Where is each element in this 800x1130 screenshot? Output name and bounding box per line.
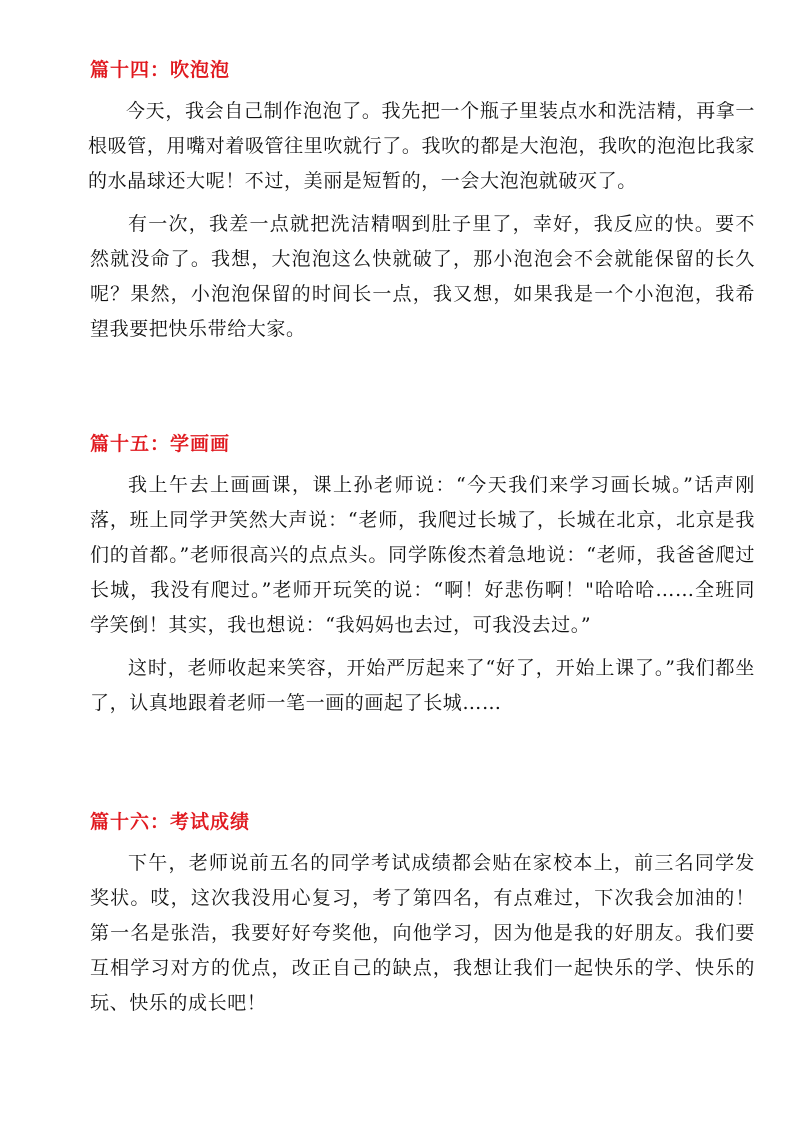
section-title: 篇十四：吹泡泡: [90, 59, 231, 81]
section-15: [90, 432, 755, 721]
paragraph: 今天，我会自己制作泡泡了。我先把一个瓶子里装点水和洗洁精，再拿一根吸管，用嘴对着吸管往里吹就行了。我吹的都是大泡泡，我吹的泡泡比我家的水晶球还大呢！不过，美丽是短暂的，一会大泡泡就破灭了。: [88, 100, 755, 192]
section-16: [90, 810, 755, 1021]
section-title: 篇十五：学画画: [90, 433, 231, 455]
paragraph: 这时，老师收起来笑容，开始严厉起来了“好了，开始上课了。”我们都坐了，认真地跟着老师一笔一画的画起了长城……: [90, 657, 755, 714]
section-14: [90, 58, 755, 347]
paragraph: 下午，老师说前五名的同学考试成绩都会贴在家校本上，前三名同学发奖状。哎，这次我没用心复习，考了第四名，有点难过，下次我会加油的！第一名是张浩，我要好好夸奖他，向他学习，因为他是我的好朋友。我们要互相学习对方的优点，改正自己的缺点，我想让我们一起快乐的学、快乐的玩、快乐的成长吧！: [90, 852, 755, 1014]
paragraph: 我上午去上画画课，课上孙老师说：“今天我们来学习画长城。”话声刚落，班上同学尹笑然大声说：“老师，我爬过长城了，长城在北京，北京是我们的首都。”老师很高兴的点点头。同学陈俊杰着急地说：“老师，我爸爸爬过长城，我没有爬过。”老师开玩笑的说：“啊！好悲伤啊！"哈哈哈……全班同学笑倒！其实，我也想说：“我妈妈也去过，可我没去过。”: [90, 474, 755, 636]
paragraph: 有一次，我差一点就把洗洁精咽到肚子里了，幸好，我反应的快。要不然就没命了。我想，大泡泡这么快就破了，那小泡泡会不会就能保留的长久呢？果然，小泡泡保留的时间长一点，我又想，如果我是一个小泡泡，我希望我要把快乐带给大家。: [90, 213, 755, 340]
section-title: 篇十六：考试成绩: [90, 811, 251, 833]
